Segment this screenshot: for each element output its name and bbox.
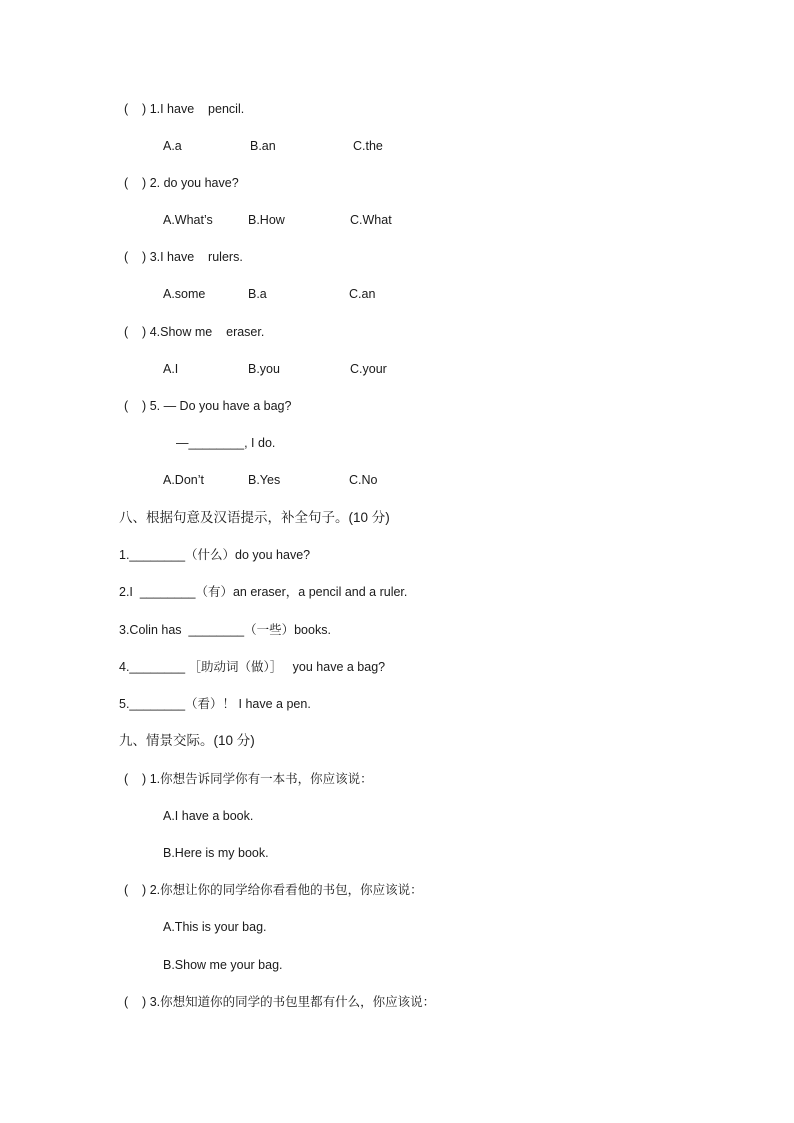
answer-line: —________, I do.	[176, 436, 276, 450]
section-heading: 八、根据句意及汉语提示，补全句子。(10 分)	[119, 510, 390, 525]
option-b: B.a	[248, 287, 267, 301]
option-a: A.Don’t	[163, 473, 204, 487]
option-c: C.your	[350, 362, 387, 376]
option-c: C.an	[349, 287, 376, 301]
option-c: C.What	[350, 213, 392, 227]
option-c: C.the	[353, 139, 383, 153]
option-b: B.Yes	[248, 473, 281, 487]
question-stem: ( ) 3.你想知道你的同学的书包里都有什么，你应该说：	[124, 995, 436, 1009]
option-a: A.a	[163, 139, 182, 153]
question-stem: ( ) 1.你想告诉同学你有一本书，你应该说：	[124, 772, 373, 786]
option-b: B.you	[248, 362, 280, 376]
fill-item: 4.________ ［助动词（做）］ you have a bag?	[119, 660, 386, 674]
option-b: B.Show me your bag.	[163, 958, 283, 972]
question-stem: ( ) 5. — Do you have a bag?	[124, 399, 292, 413]
section-heading: 九、情景交际。(10 分)	[119, 733, 255, 748]
fill-item: 3.Colin has ________（一些）books.	[119, 623, 331, 637]
option-c: C.No	[349, 473, 378, 487]
question-stem: ( ) 3.I have rulers.	[124, 250, 243, 264]
question-stem: ( ) 2.你想让你的同学给你看看他的书包，你应该说：	[124, 883, 423, 897]
option-b: B.Here is my book.	[163, 846, 269, 860]
question-stem: ( ) 1.I have pencil.	[124, 102, 245, 116]
option-a: A.This is your bag.	[163, 920, 267, 934]
fill-item: 1.________（什么）do you have?	[119, 548, 311, 562]
question-stem: ( ) 2. do you have?	[124, 176, 239, 190]
option-a: A.I	[163, 362, 179, 376]
option-a: A.I have a book.	[163, 809, 254, 823]
option-b: B.How	[248, 213, 285, 227]
option-a: A.some	[163, 287, 206, 301]
option-b: B.an	[250, 139, 276, 153]
question-stem: ( ) 4.Show me eraser.	[124, 325, 265, 339]
option-a: A.What’s	[163, 213, 213, 227]
fill-item: 2.I ________（有）an eraser，a pencil and a ruler.	[119, 585, 408, 599]
fill-item: 5.________（看）！ I have a pen.	[119, 697, 311, 711]
